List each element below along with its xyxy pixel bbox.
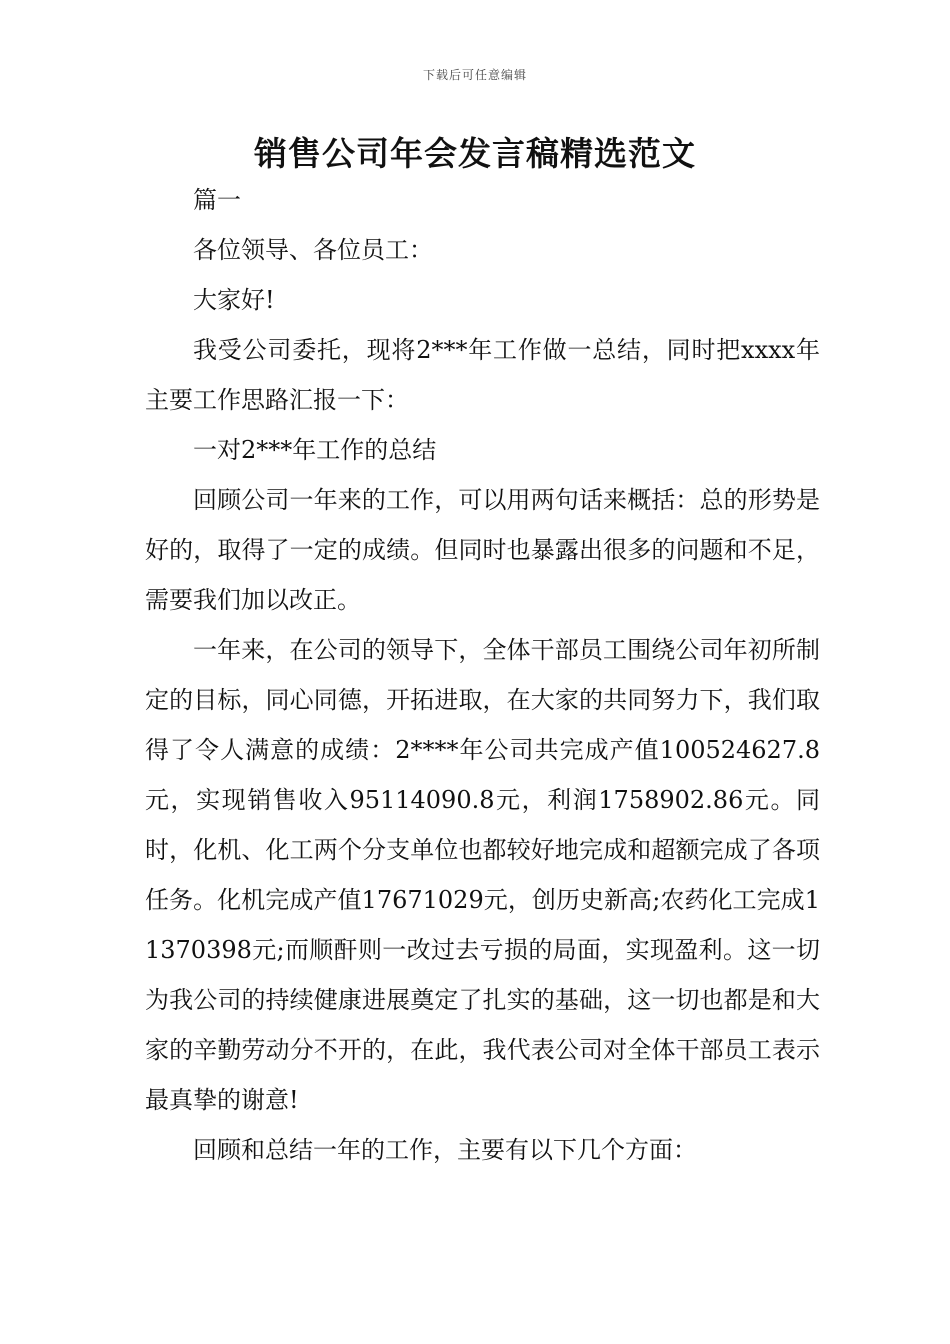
document-body bbox=[145, 175, 820, 1175]
greeting: 大家好! bbox=[193, 286, 275, 314]
salutation: 各位领导、各位员工： bbox=[193, 236, 433, 264]
body-paragraph: 回顾和总结一年的工作，主要有以下几个方面： bbox=[193, 1136, 697, 1164]
section-heading: 一对2***年工作的总结 bbox=[193, 436, 437, 464]
page-header-note: 下载后可任意编辑 bbox=[422, 68, 527, 82]
body-paragraph: 我受公司委托，现将2***年工作做一总结，同时把xxxx年主要工作思路汇报一下： bbox=[145, 336, 820, 414]
section-label: 篇一 bbox=[193, 186, 241, 214]
body-paragraph: 回顾公司一年来的工作，可以用两句话来概括：总的形势是好的，取得了一定的成绩。但同时也暴露出很多的问题和不足，需要我们加以改正。 bbox=[145, 486, 820, 614]
document-title: 销售公司年会发言稿精选范文 bbox=[254, 134, 696, 173]
body-paragraph: 一年来，在公司的领导下，全体干部员工围绕公司年初所制定的目标，同心同德，开拓进取，在大家的共同努力下，我们取得了令人满意的成绩：2****年公司共完成产值100524627.8元，实现销售收入95114090.8元，利润1758902.86元。同时，化机、化工两个分支单位也都较好地完成和超额完成了各项任务。化机完成产值17671029元，创历史新高;农药化工完成11370398元;而顺酐则一改过去亏损的局面，实现盈利。这一切为我公司的持续健康进展奠定了扎实的基础，这一切也都是和大家的辛勤劳动分不开的，在此，我代表公司对全体干部员工表示最真挚的谢意! bbox=[145, 636, 820, 1114]
